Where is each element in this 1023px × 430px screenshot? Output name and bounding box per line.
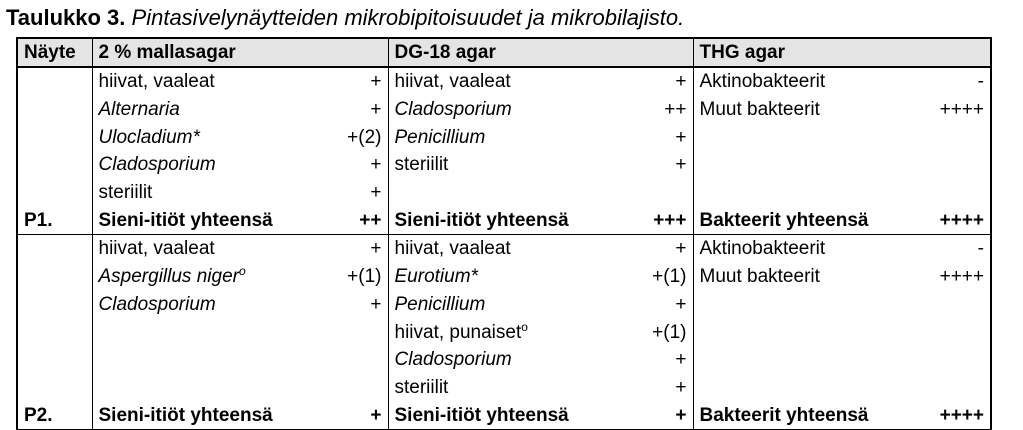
sample-cell bbox=[17, 374, 92, 402]
thg-organism bbox=[693, 179, 914, 207]
thg-value bbox=[914, 179, 991, 207]
malt-organism: Ulocladium* bbox=[92, 123, 304, 151]
thg-organism: Muut bakteerit bbox=[693, 263, 914, 291]
malt-value: + bbox=[370, 293, 382, 315]
table-row bbox=[17, 291, 991, 319]
dg18-organism: hiivat, vaaleat bbox=[388, 67, 598, 96]
malt-value: + bbox=[370, 238, 382, 260]
dg18-organism: hiivat, vaaleat bbox=[388, 235, 598, 263]
table-row bbox=[17, 263, 991, 291]
dg18-organism: Penicillium bbox=[388, 291, 598, 319]
malt-organism: Alternaria bbox=[92, 96, 304, 124]
malt-organism: Cladosporium bbox=[92, 291, 304, 319]
malt-organism: Cladosporium bbox=[92, 151, 304, 179]
sample-cell bbox=[17, 67, 92, 96]
table-row bbox=[17, 67, 991, 96]
malt-organism bbox=[92, 318, 304, 346]
thg-total-label: Bakteerit yhteensä bbox=[693, 206, 914, 234]
dg18-organism: hiivat, punaiset bbox=[394, 321, 522, 343]
dg18-organism: steriilit bbox=[388, 374, 598, 402]
malt-organism: steriilit bbox=[92, 179, 304, 207]
dg18-organism-cell bbox=[388, 318, 598, 346]
malt-value: +(2) bbox=[347, 126, 382, 148]
sample-cell bbox=[17, 151, 92, 179]
malt-organism: Aspergillus niger bbox=[98, 266, 239, 288]
table-title bbox=[6, 3, 684, 33]
table-row bbox=[17, 318, 991, 346]
table-number: Taulukko 3. bbox=[6, 5, 126, 30]
table-row bbox=[17, 346, 991, 374]
dg18-value: ++ bbox=[664, 99, 687, 121]
table-row bbox=[17, 151, 991, 179]
thg-total-value: ++++ bbox=[914, 401, 991, 429]
sample-cell bbox=[17, 291, 92, 319]
thg-organism: Aktinobakteerit bbox=[693, 67, 914, 96]
dg18-value: + bbox=[675, 293, 687, 315]
malt-value bbox=[304, 318, 388, 346]
header-sample: Näyte bbox=[17, 38, 92, 67]
thg-organism bbox=[693, 346, 914, 374]
dg18-value: + bbox=[675, 238, 687, 260]
thg-value bbox=[914, 151, 991, 179]
malt-value: + bbox=[370, 71, 382, 93]
dg18-value: + bbox=[675, 126, 687, 148]
thg-value: ++++ bbox=[914, 263, 991, 291]
dg18-value: +(1) bbox=[652, 321, 687, 343]
dg18-total-label: Sieni-itiöt yhteensä bbox=[388, 206, 598, 234]
table-row bbox=[17, 374, 991, 402]
dg18-organism bbox=[388, 179, 598, 207]
table-row bbox=[17, 235, 991, 263]
dg18-organism: Cladosporium bbox=[388, 96, 598, 124]
sample-cell bbox=[17, 318, 92, 346]
total-row bbox=[17, 401, 991, 429]
malt-value bbox=[304, 346, 388, 374]
thg-value bbox=[914, 291, 991, 319]
thg-value: ++++ bbox=[914, 96, 991, 124]
degree-mark: o bbox=[521, 319, 528, 334]
dg18-value bbox=[598, 179, 693, 207]
sample-cell bbox=[17, 235, 92, 263]
malt-value: + bbox=[370, 182, 382, 204]
dg18-organism: Cladosporium bbox=[388, 346, 598, 374]
table-caption: Pintasivelynäytteiden mikrobipitoisuudet ja mikrobilajisto. bbox=[131, 5, 685, 30]
thg-organism bbox=[693, 123, 914, 151]
dg18-value: + bbox=[675, 349, 687, 371]
sample-id: P1. bbox=[17, 206, 92, 234]
malt-organism: hiivat, vaaleat bbox=[92, 235, 304, 263]
malt-total-label: Sieni-itiöt yhteensä bbox=[92, 401, 304, 429]
thg-value: - bbox=[914, 67, 991, 96]
sample-id: P2. bbox=[17, 401, 92, 429]
thg-organism bbox=[693, 318, 914, 346]
sample-cell bbox=[17, 123, 92, 151]
thg-value bbox=[914, 123, 991, 151]
malt-value: +(1) bbox=[347, 266, 382, 288]
thg-organism: Muut bakteerit bbox=[693, 96, 914, 124]
degree-mark: o bbox=[238, 264, 246, 279]
malt-total-value: + bbox=[304, 401, 388, 429]
header-malt-agar: 2 % mallasagar bbox=[92, 38, 388, 67]
malt-organism: hiivat, vaaleat bbox=[92, 67, 304, 96]
dg18-total-value: +++ bbox=[598, 206, 693, 234]
sample-cell bbox=[17, 263, 92, 291]
dg18-value: + bbox=[675, 71, 687, 93]
malt-value: + bbox=[370, 99, 382, 121]
malt-organism bbox=[92, 374, 304, 402]
malt-organism-cell bbox=[92, 263, 304, 291]
malt-value bbox=[304, 374, 388, 402]
table-row bbox=[17, 179, 991, 207]
microbe-table bbox=[16, 37, 992, 430]
malt-total-label: Sieni-itiöt yhteensä bbox=[92, 206, 304, 234]
dg18-total-value: + bbox=[598, 401, 693, 429]
thg-value bbox=[914, 346, 991, 374]
thg-organism bbox=[693, 374, 914, 402]
thg-organism: Aktinobakteerit bbox=[693, 235, 914, 263]
header-dg18-agar: DG-18 agar bbox=[388, 38, 693, 67]
thg-value bbox=[914, 374, 991, 402]
table-row bbox=[17, 96, 991, 124]
thg-organism bbox=[693, 151, 914, 179]
dg18-value: + bbox=[675, 376, 687, 398]
dg18-organism: Penicillium bbox=[388, 123, 598, 151]
total-row bbox=[17, 206, 991, 234]
thg-value: - bbox=[914, 235, 991, 263]
dg18-total-label: Sieni-itiöt yhteensä bbox=[388, 401, 598, 429]
dg18-organism: Eurotium* bbox=[388, 263, 598, 291]
thg-total-value: ++++ bbox=[914, 206, 991, 234]
header-row bbox=[17, 38, 991, 67]
dg18-organism: steriilit bbox=[388, 151, 598, 179]
thg-total-label: Bakteerit yhteensä bbox=[693, 401, 914, 429]
sample-cell bbox=[17, 346, 92, 374]
table-row bbox=[17, 123, 991, 151]
thg-value bbox=[914, 318, 991, 346]
dg18-value: + bbox=[675, 154, 687, 176]
header-thg-agar: THG agar bbox=[693, 38, 991, 67]
sample-cell bbox=[17, 96, 92, 124]
thg-organism bbox=[693, 291, 914, 319]
malt-organism bbox=[92, 346, 304, 374]
malt-total-value: ++ bbox=[304, 206, 388, 234]
dg18-value: +(1) bbox=[652, 266, 687, 288]
sample-cell bbox=[17, 179, 92, 207]
malt-value: + bbox=[370, 154, 382, 176]
